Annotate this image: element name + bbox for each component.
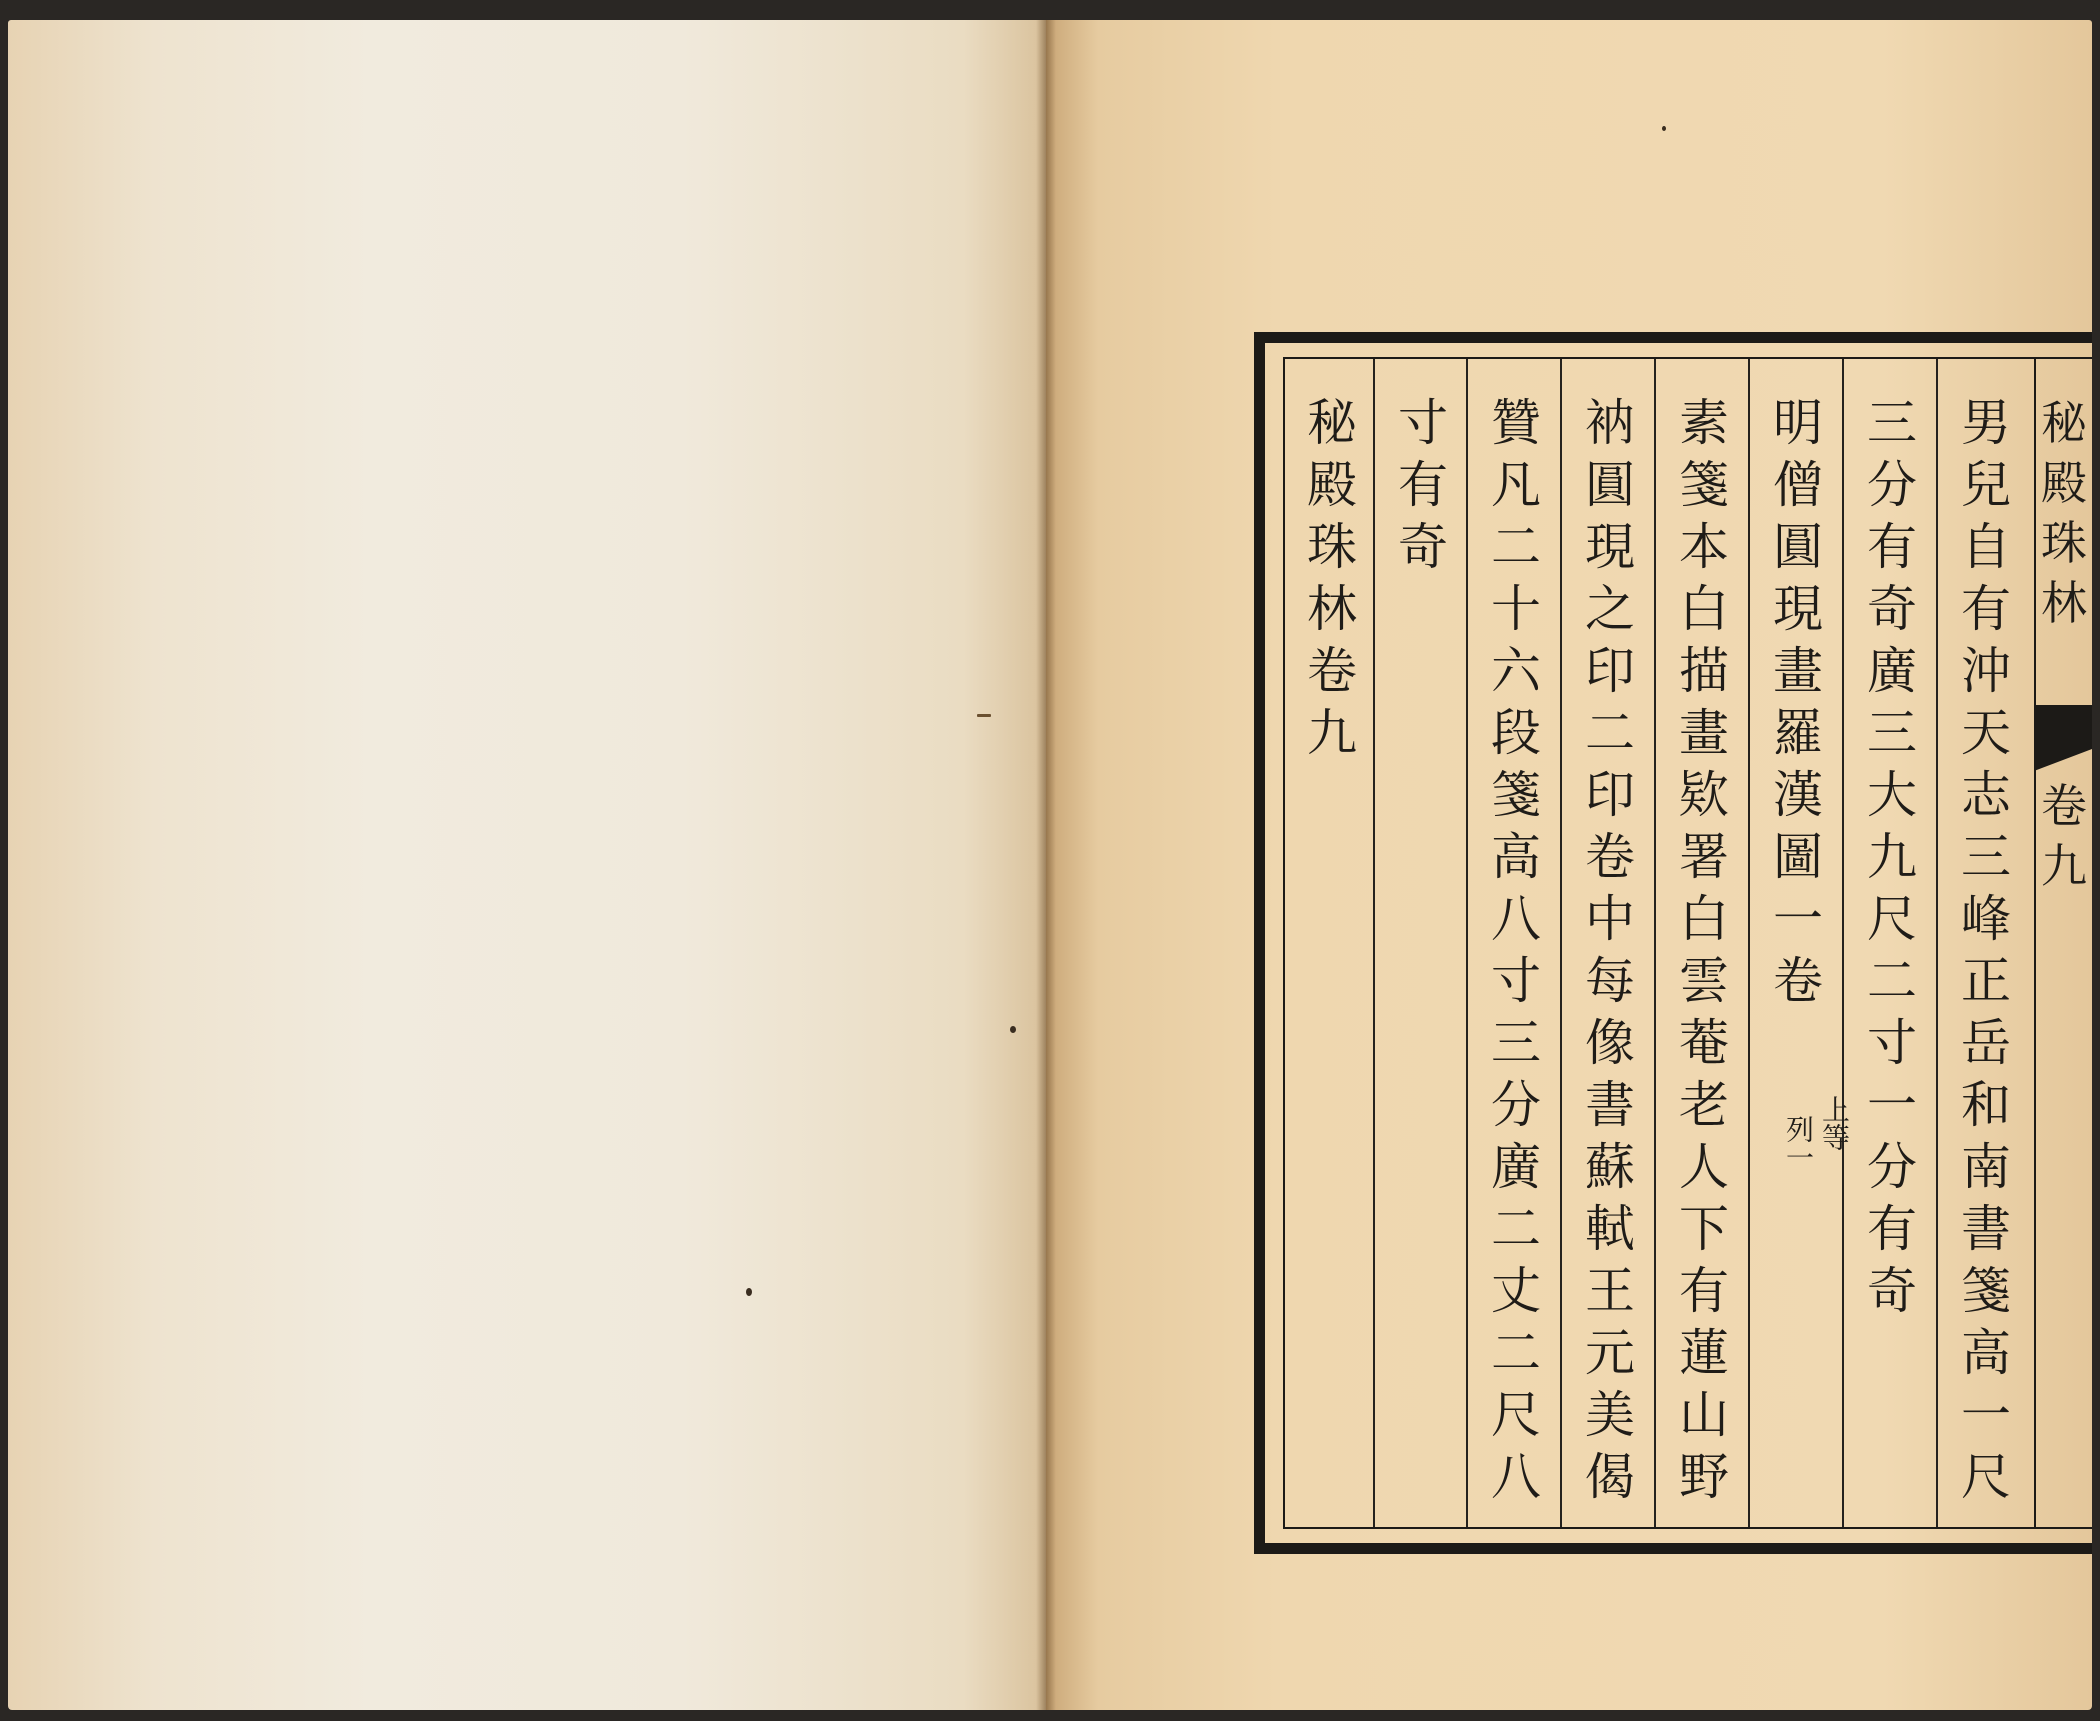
glyph: 六 <box>1491 642 1541 700</box>
glyph: 秘 <box>1307 394 1357 452</box>
margin-title <box>2036 393 2092 633</box>
glyph: 正 <box>1961 952 2011 1010</box>
glyph: 箋 <box>1961 1262 2011 1320</box>
glyph: 蓮 <box>1679 1324 1729 1382</box>
glyph: 署 <box>1679 828 1729 886</box>
glyph: 秘 <box>2041 396 2087 450</box>
fish-tail-marker <box>2034 749 2092 771</box>
glyph: 九 <box>1307 704 1357 762</box>
text-column-4 <box>1659 392 1749 1508</box>
text-column-1 <box>1941 392 2031 1508</box>
glyph: 漢 <box>1773 766 1823 824</box>
text-column-8 <box>1287 392 1377 764</box>
annotation-line-2: 列一 <box>1782 1115 1815 1171</box>
black-mouth-marker <box>2034 705 2092 749</box>
ink-speck <box>1010 1026 1016 1033</box>
glyph: 一 <box>1961 1386 2011 1444</box>
glyph: 之 <box>1585 580 1635 638</box>
glyph: 尺 <box>1867 890 1917 948</box>
glyph: 欵 <box>1679 766 1729 824</box>
glyph: 男 <box>1961 394 2011 452</box>
glyph: 奇 <box>1867 580 1917 638</box>
glyph: 段 <box>1491 704 1541 762</box>
annotation-line-1: 上等 <box>1818 1095 1851 1151</box>
glyph: 三 <box>1867 704 1917 762</box>
glyph: 峰 <box>1961 890 2011 948</box>
glyph: 明 <box>1773 394 1823 452</box>
glyph: 本 <box>1679 518 1729 576</box>
glyph: 高 <box>1961 1324 2011 1382</box>
glyph: 印 <box>1585 766 1635 824</box>
glyph: 雲 <box>1679 952 1729 1010</box>
glyph: 有 <box>1867 518 1917 576</box>
glyph: 卷 <box>2041 779 2087 833</box>
glyph: 岳 <box>1961 1014 2011 1072</box>
text-column-7 <box>1378 392 1468 578</box>
glyph: 畫 <box>1773 642 1823 700</box>
glyph: 分 <box>1867 1138 1917 1196</box>
glyph: 二 <box>1491 1200 1541 1258</box>
glyph: 箋 <box>1491 766 1541 824</box>
glyph: 圓 <box>1585 456 1635 514</box>
glyph: 有 <box>1867 1200 1917 1258</box>
glyph: 王 <box>1585 1262 1635 1320</box>
glyph: 卷 <box>1773 952 1823 1010</box>
glyph: 現 <box>1773 580 1823 638</box>
glyph: 沖 <box>1961 642 2011 700</box>
glyph: 羅 <box>1773 704 1823 762</box>
glyph: 寸 <box>1867 1014 1917 1072</box>
glyph: 卷 <box>1307 642 1357 700</box>
glyph: 有 <box>1398 456 1448 514</box>
glyph: 奇 <box>1398 518 1448 576</box>
glyph: 八 <box>1491 1448 1541 1506</box>
glyph: 偈 <box>1585 1448 1635 1506</box>
glyph: 現 <box>1585 518 1635 576</box>
glyph: 南 <box>1961 1138 2011 1196</box>
glyph: 書 <box>1585 1076 1635 1134</box>
glyph: 衲 <box>1585 394 1635 452</box>
glyph: 僧 <box>1773 456 1823 514</box>
glyph: 美 <box>1585 1386 1635 1444</box>
glyph: 廣 <box>1867 642 1917 700</box>
glyph: 二 <box>1491 518 1541 576</box>
glyph: 箋 <box>1679 456 1729 514</box>
ink-speck <box>1662 126 1666 131</box>
glyph: 分 <box>1867 456 1917 514</box>
glyph: 林 <box>1307 580 1357 638</box>
glyph: 贊 <box>1491 394 1541 452</box>
text-column-3 <box>1753 392 1843 1012</box>
glyph: 山 <box>1679 1386 1729 1444</box>
glyph: 中 <box>1585 890 1635 948</box>
glyph: 每 <box>1585 952 1635 1010</box>
glyph: 二 <box>1867 952 1917 1010</box>
glyph: 卷 <box>1585 828 1635 886</box>
glyph: 分 <box>1491 1076 1541 1134</box>
book-gutter <box>1036 20 1056 1710</box>
margin-volume <box>2036 776 2092 896</box>
glyph: 珠 <box>2041 516 2087 570</box>
glyph: 丈 <box>1491 1262 1541 1320</box>
glyph: 人 <box>1679 1138 1729 1196</box>
glyph: 老 <box>1679 1076 1729 1134</box>
glyph: 三 <box>1961 828 2011 886</box>
glyph: 二 <box>1491 1324 1541 1382</box>
glyph: 殿 <box>1307 456 1357 514</box>
glyph: 畫 <box>1679 704 1729 762</box>
glyph: 菴 <box>1679 1014 1729 1072</box>
glyph: 兒 <box>1961 456 2011 514</box>
glyph: 像 <box>1585 1014 1635 1072</box>
text-column-6 <box>1471 392 1561 1508</box>
glyph: 下 <box>1679 1200 1729 1258</box>
glyph: 珠 <box>1307 518 1357 576</box>
glyph: 白 <box>1679 890 1729 948</box>
glyph: 寸 <box>1491 952 1541 1010</box>
glyph: 素 <box>1679 394 1729 452</box>
glyph: 志 <box>1961 766 2011 824</box>
glyph: 廣 <box>1491 1138 1541 1196</box>
glyph: 圖 <box>1773 828 1823 886</box>
glyph: 描 <box>1679 642 1729 700</box>
glyph: 書 <box>1961 1200 2011 1258</box>
glyph: 三 <box>1491 1014 1541 1072</box>
glyph: 白 <box>1679 580 1729 638</box>
glyph: 三 <box>1867 394 1917 452</box>
glyph: 軾 <box>1585 1200 1635 1258</box>
glyph: 一 <box>1773 890 1823 948</box>
glyph: 寸 <box>1398 394 1448 452</box>
glyph: 一 <box>1867 1076 1917 1134</box>
glyph: 林 <box>2041 576 2087 630</box>
glyph: 天 <box>1961 704 2011 762</box>
glyph: 高 <box>1491 828 1541 886</box>
glyph: 奇 <box>1867 1262 1917 1320</box>
glyph: 有 <box>1961 580 2011 638</box>
glyph: 八 <box>1491 890 1541 948</box>
glyph: 尺 <box>1961 1448 2011 1506</box>
glyph: 九 <box>2041 839 2087 893</box>
glyph: 有 <box>1679 1262 1729 1320</box>
glyph: 元 <box>1585 1324 1635 1382</box>
glyph: 凡 <box>1491 456 1541 514</box>
glyph: 和 <box>1961 1076 2011 1134</box>
glyph: 十 <box>1491 580 1541 638</box>
glyph: 九 <box>1867 828 1917 886</box>
glyph: 殿 <box>2041 456 2087 510</box>
glyph: 自 <box>1961 518 2011 576</box>
glyph: 蘇 <box>1585 1138 1635 1196</box>
text-column-5 <box>1565 392 1655 1508</box>
glyph: 印 <box>1585 642 1635 700</box>
blank-left-page <box>8 20 1046 1710</box>
glyph: 二 <box>1585 704 1635 762</box>
text-column-2 <box>1847 392 1937 1322</box>
glyph: 圓 <box>1773 518 1823 576</box>
glyph: 尺 <box>1491 1386 1541 1444</box>
glyph: 大 <box>1867 766 1917 824</box>
ink-speck <box>977 714 991 717</box>
glyph: 野 <box>1679 1448 1729 1506</box>
ink-speck <box>746 1288 752 1296</box>
